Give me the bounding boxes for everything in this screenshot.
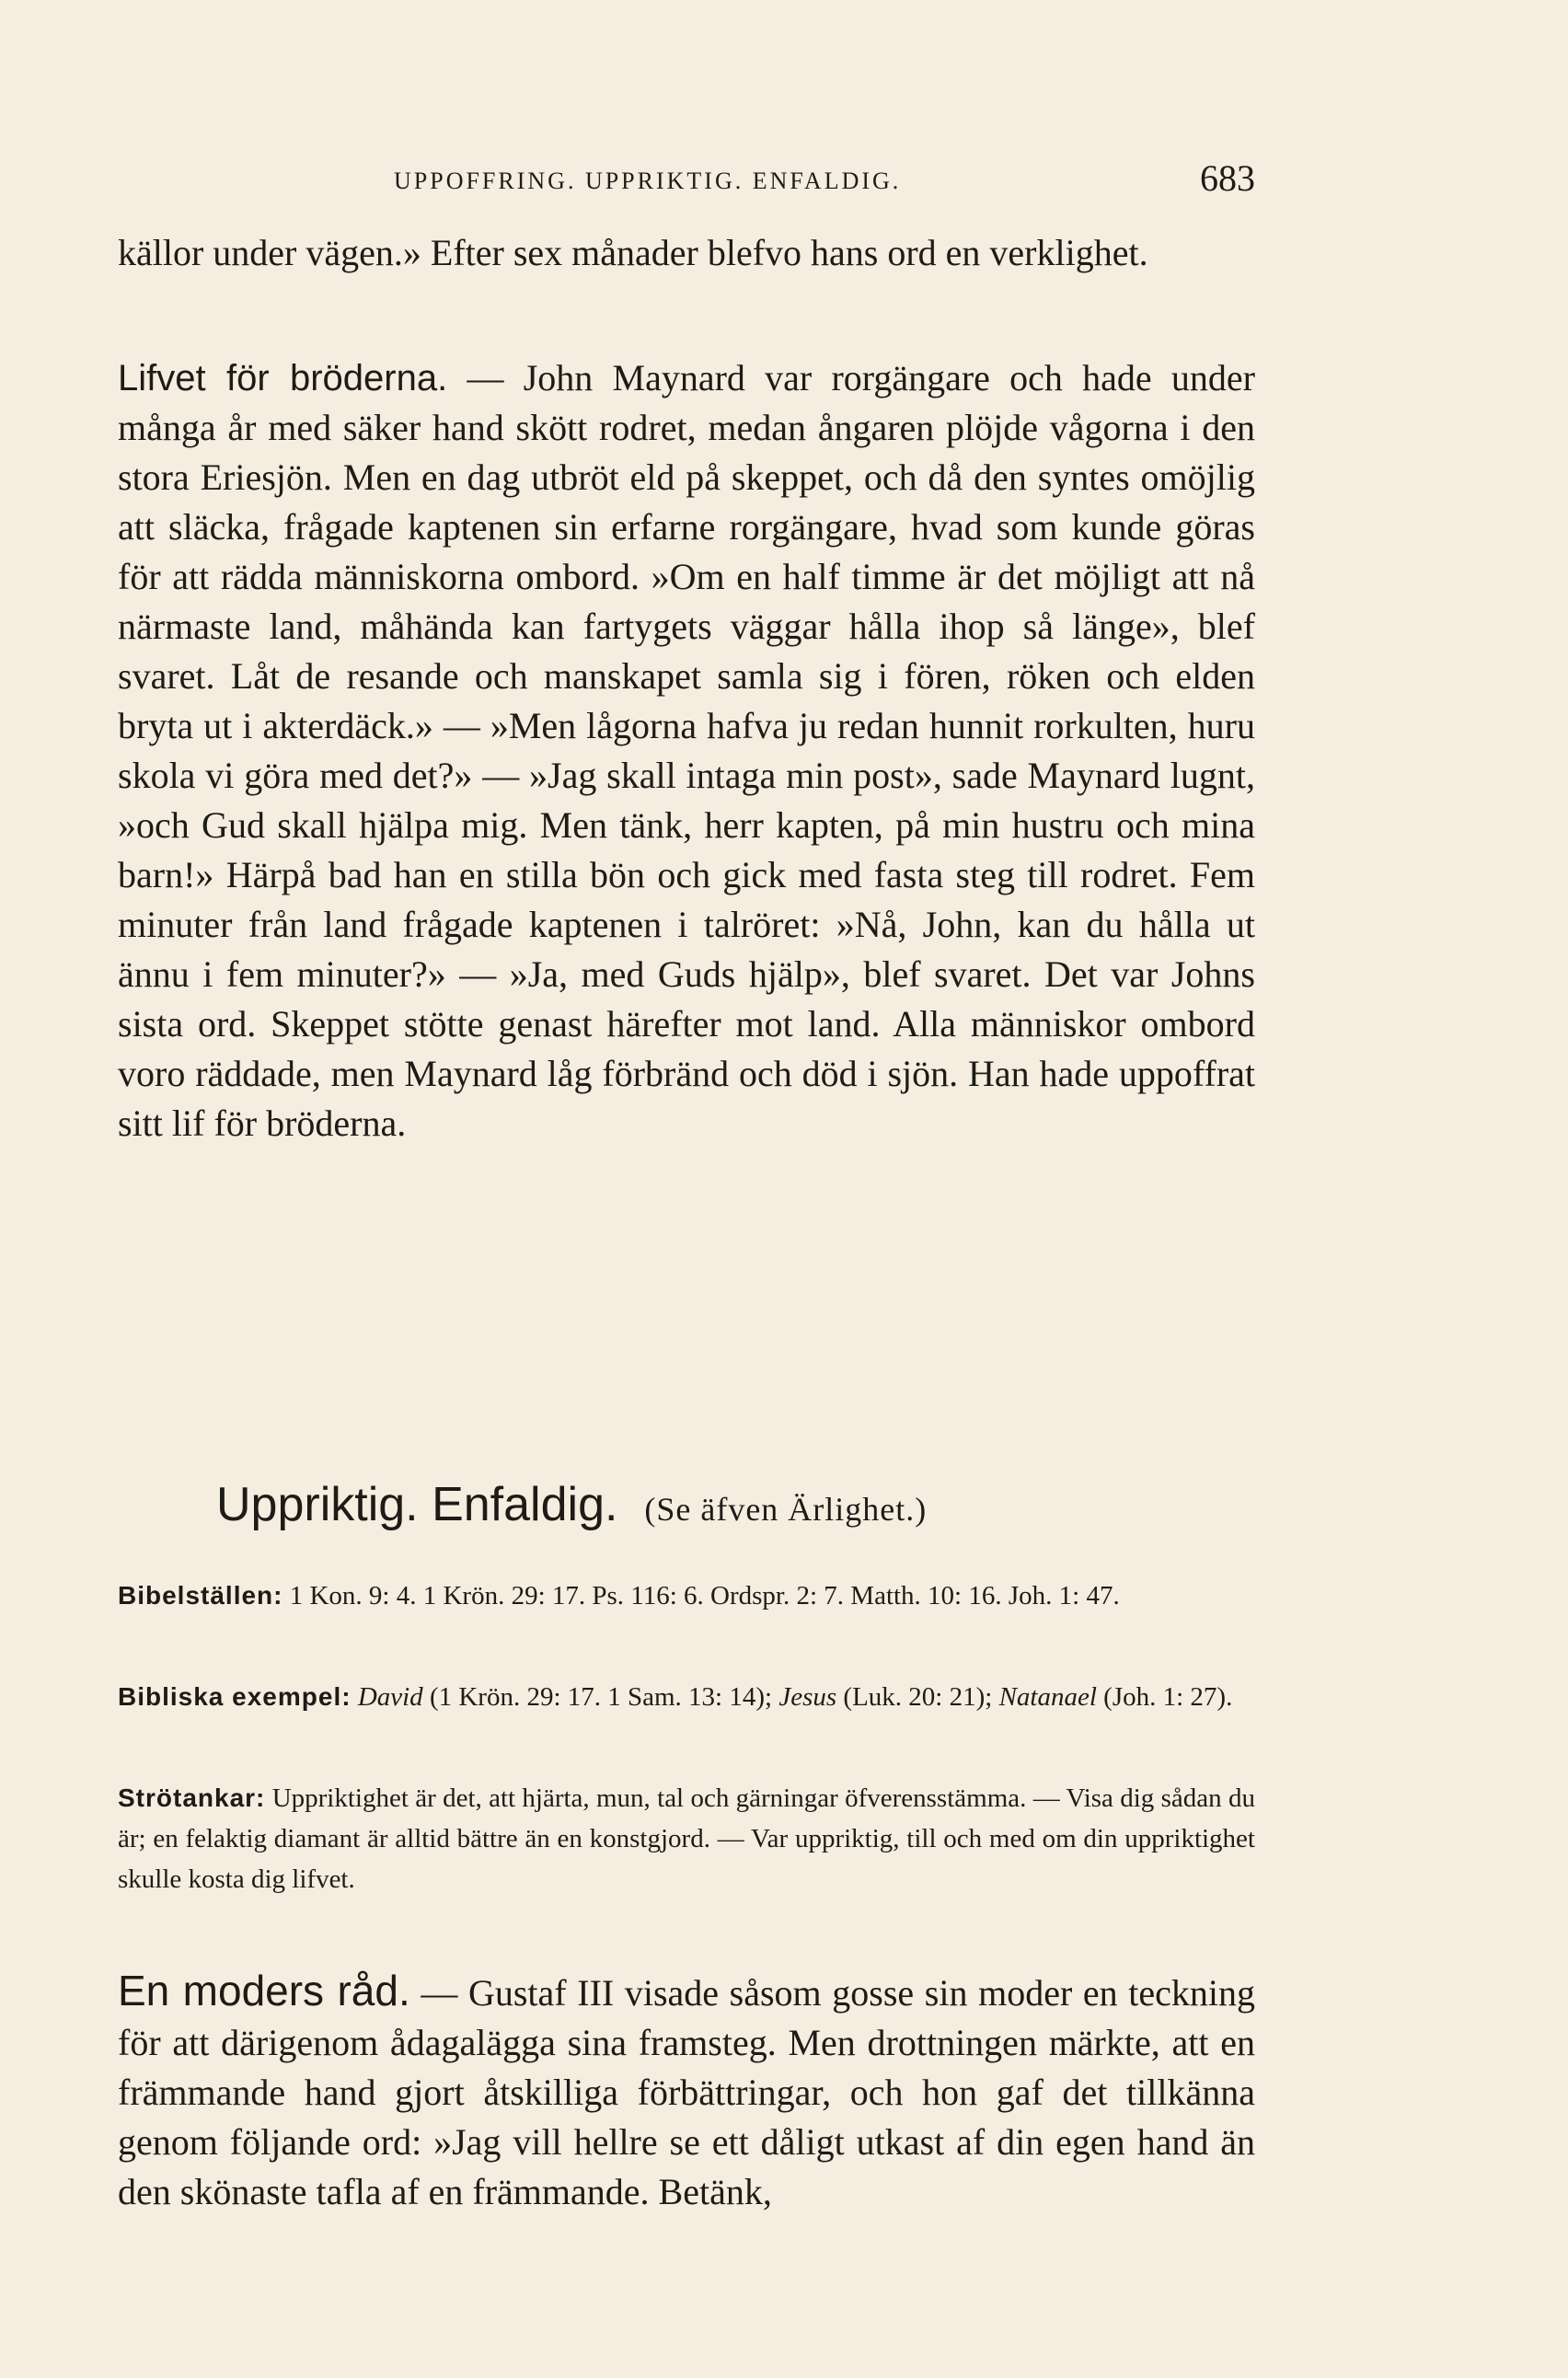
strotankar-label: Strötankar:	[118, 1784, 266, 1812]
bibelstallen-block	[118, 1576, 1255, 1616]
running-title: UPPOFFRING. UPPRIKTIG. ENFALDIG.	[394, 167, 902, 194]
exempel-label: Bibliska exempel:	[118, 1682, 352, 1711]
moders-heading: En moders råd.	[118, 1967, 410, 2014]
exempel-jesus: Jesus	[778, 1682, 837, 1712]
strotankar-block	[118, 1778, 1255, 1899]
exempel-text-2: (Luk. 20: 21);	[836, 1682, 999, 1712]
exempel-natanael: Natanael	[998, 1682, 1097, 1712]
exempel-text-1: (1 Krön. 29: 17. 1 Sam. 13: 14);	[422, 1682, 779, 1712]
bibelstallen-text: 1 Kon. 9: 4. 1 Krön. 29: 17. Ps. 116: 6. Ordspr. 2: 7. Matth. 10: 16. Joh. 1: 47.	[289, 1581, 1120, 1610]
lifvet-text: — John Maynard var rorgängare och hade under många år med säker hand skött rodret, medan ångaren plöjde vågorna i den stora Eriesjön. Men en dag utbröt eld på skeppet, och då den syntes omöjlig att släcka, frågade kaptenen sin erfarne rorgängare, hvad som kunde göras för att rädda människorna ombord. »Om en half timme är det möjligt att nå närmaste land, måhända kan fartygets väggar hålla ihop så länge», blef svaret. Låt de resande och manskapet samla sig i fören, röken och elden bryta ut i akterdäck.» — »Men lågorna hafva ju redan hunnit rorkulten, huru skola vi göra med det?» — »Jag skall intaga min post», sade Maynard lugnt, »och Gud skall hjälpa mig. Men tänk, herr kapten, på min hustru och mina barn!» Härpå bad han en stilla bön och gick med fasta steg till rodret. Fem minuter från land frågade kaptenen i talröret: »Nå, John, kan du hålla ut ännu i fem minuter?» — »Ja, med Guds hjälp», blef svaret. Det var Johns sista ord. Skeppet stötte genast härefter mot land. Alla människor ombord voro räddade, men Maynard låg förbränd och död i sjön. Han hade uppoffrat sitt lif för bröderna.	[118, 357, 1255, 1144]
intro-paragraph	[118, 228, 1255, 278]
section-title: Uppriktig. Enfaldig.	[216, 1478, 618, 1531]
section-heading	[216, 1472, 1256, 1541]
lifvet-heading: Lifvet för bröderna.	[118, 358, 448, 398]
strotankar-text: Uppriktighet är det, att hjärta, mun, tal och gärningar öfverensstämma. — Visa dig sådan du är; en felaktig diamant är alltid bättre än en konstgjord. — Var uppriktig, till och med om din uppriktighet skulle kosta dig lifvet.	[118, 1784, 1255, 1894]
bibliska-exempel-block	[118, 1677, 1255, 1717]
moders-rad-paragraph	[118, 1966, 1255, 2217]
page-number: 683	[1200, 157, 1255, 199]
moders-text: — Gustaf III visade såsom gosse sin moder en teckning för att därigenom ådagalägga sina framsteg. Men drottningen märkte, att en främmande hand gjort åtskilliga förbättringar, och hon gaf det tillkänna genom följande ord: »Jag vill hellre se ett dåligt utkast af din egen hand än den skönaste tafla af en främmande. Betänk,	[118, 1972, 1256, 2212]
running-header	[118, 156, 1255, 212]
lifvet-paragraph	[118, 353, 1255, 1149]
exempel-text-3: (Joh. 1: 27).	[1096, 1682, 1233, 1712]
exempel-david: David	[357, 1682, 423, 1712]
intro-text: källor under vägen.» Efter sex månader blefvo hans ord en verklighet.	[118, 232, 1148, 273]
see-also-note: (Se äfven Ärlighet.)	[644, 1491, 928, 1528]
bibelstallen-label: Bibelställen:	[118, 1581, 283, 1610]
